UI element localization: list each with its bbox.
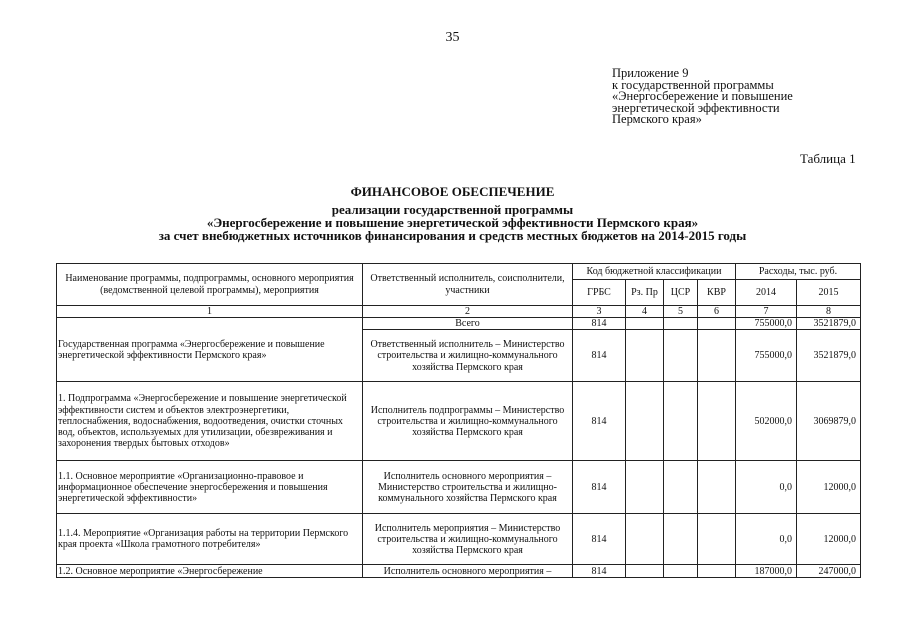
appendix-line: энергетической эффективности [612,100,780,115]
header-name: Наименование программы, подпрограммы, основного мероприятия (ведомственной целевой программы), мероприятия [57,264,363,306]
row-value-2015: 3521879,0 [797,318,861,330]
col-number: 8 [797,306,861,318]
financing-table [56,263,861,578]
row-value-2015: 247000,0 [797,565,861,578]
header-2015: 2015 [797,280,861,306]
col-number: 2 [363,306,573,318]
row-csr [664,565,698,578]
subtitle-line: «Энергосбережение и повышение энергетической эффективности Пермского края» [206,215,699,230]
row-rzpr [626,318,664,330]
row-value-2014: 187000,0 [736,565,797,578]
row-grbs: 814 [573,330,626,382]
row-grbs: 814 [573,318,626,330]
row-rzpr [626,382,664,461]
row-name: 1.1.4. Мероприятие «Организация работы на территории Пермского края проекта «Школа грамотного потребителя» [57,514,363,565]
header-kvr: КВР [698,280,736,306]
row-kvr [698,330,736,382]
row-value-2015: 12000,0 [797,461,861,514]
subtitle-line: реализации государственной программы [331,202,574,217]
document-subtitle [0,203,905,242]
table-row [57,565,861,578]
row-rzpr [626,330,664,382]
row-grbs: 814 [573,514,626,565]
row-grbs: 814 [573,461,626,514]
row-rzpr [626,461,664,514]
appendix-note [612,68,793,126]
row-name: 1.2. Основное мероприятие «Энергосбережение [57,565,363,578]
row-kvr [698,565,736,578]
row-rzpr [626,514,664,565]
table-label: Таблица 1 [800,151,856,166]
row-value-2014: 0,0 [736,461,797,514]
table-row [57,318,861,330]
row-name: Государственная программа «Энергосбережение и повышение энергетической эффективности Пермского края» [57,318,363,382]
row-executor: Исполнитель подпрограммы – Министерство строительства и жилищно-коммунального хозяйства Пермского края [363,382,573,461]
row-value-2014: 755000,0 [736,318,797,330]
row-value-2014: 502000,0 [736,382,797,461]
header-budget-code: Код бюджетной классификации [573,264,736,280]
row-csr [664,330,698,382]
table-row [57,514,861,565]
page-number: 35 [445,30,460,45]
col-number: 5 [664,306,698,318]
row-executor: Исполнитель основного мероприятия – [363,565,573,578]
row-csr [664,461,698,514]
row-value-2014: 0,0 [736,514,797,565]
row-kvr [698,318,736,330]
col-number: 6 [698,306,736,318]
row-grbs: 814 [573,382,626,461]
row-kvr [698,461,736,514]
row-executor: Ответственный исполнитель – Министерство строительства и жилищно-коммунального хозяйства Пермского края [363,330,573,382]
row-value-2014: 755000,0 [736,330,797,382]
header-csr: ЦСР [664,280,698,306]
col-number: 3 [573,306,626,318]
row-name: 1. Подпрограмма «Энергосбережение и повышение энергетической эффективности систем и объектов электроэнергетики, теплоснабжения, водоснабжения, водоотведения, очистки сточных вод, объектов, используемых для утилизации, обезвреживания и захоронения твердых бытовых отходов» [57,382,363,461]
appendix-line: Приложение 9 [612,66,689,80]
col-number: 7 [736,306,797,318]
row-executor: Исполнитель основного мероприятия – Министерство строительства и жилищно-коммунального хозяйства Пермского края [363,461,573,514]
column-numbers-row [57,306,861,318]
col-number: 1 [57,306,363,318]
row-value-2015: 12000,0 [797,514,861,565]
row-name: 1.1. Основное мероприятие «Организационно-правовое и информационное обеспечение энергосбережения и повышения энергетической эффективности» [57,461,363,514]
table-row [57,461,861,514]
appendix-line: к государственной программы [612,77,774,92]
row-csr [664,318,698,330]
row-value-2015: 3521879,0 [797,330,861,382]
row-value-2015: 3069879,0 [797,382,861,461]
header-grbs: ГРБС [573,280,626,306]
row-csr [664,514,698,565]
row-kvr [698,514,736,565]
row-kvr [698,382,736,461]
header-rzpr: Рз. Пр [626,280,664,306]
subtitle-line: за счет внебюджетных источников финансирования и средств местных бюджетов на 2014-2015 годы [158,228,747,243]
row-rzpr [626,565,664,578]
row-executor: Всего [363,318,573,330]
header-2014: 2014 [736,280,797,306]
appendix-line: Пермского края» [612,112,702,126]
document-title: ФИНАНСОВОЕ ОБЕСПЕЧЕНИЕ [350,184,555,199]
header-executor: Ответственный исполнитель, соисполнители, участники [363,264,573,306]
appendix-line: «Энергосбережение и повышение [612,89,793,103]
row-csr [664,382,698,461]
header-expenses: Расходы, тыс. руб. [736,264,861,280]
col-number: 4 [626,306,664,318]
row-grbs: 814 [573,565,626,578]
table-row [57,382,861,461]
row-executor: Исполнитель мероприятия – Министерство строительства и жилищно-коммунального хозяйства Пермского края [363,514,573,565]
